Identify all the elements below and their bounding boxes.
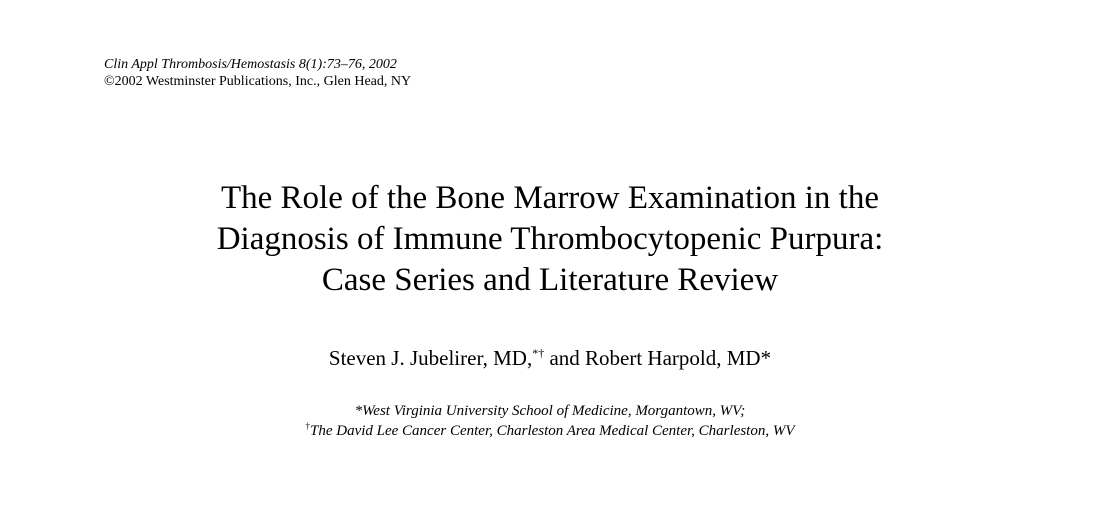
affiliation-text: The David Lee Cancer Center, Charleston Area Medical Center, Charleston, WV: [309, 423, 795, 439]
affiliation-text: *West Virginia University School of Medicine, Morgantown, WV;: [354, 403, 746, 419]
author-affiliation-marks: *: [760, 346, 772, 370]
author-connector: and: [544, 346, 586, 370]
author-affiliation-marks: *†: [532, 346, 545, 360]
title-line: Case Series and Literature Review: [321, 262, 779, 298]
author-name: Robert Harpold, MD: [585, 346, 761, 370]
title-line: The Role of the Bone Marrow Examination in the: [220, 180, 879, 216]
journal-citation: Clin Appl Thrombosis/Hemostasis 8(1):73–76, 2002: [104, 57, 397, 72]
affiliation-mark: †: [305, 421, 310, 431]
author-list: [0, 345, 1100, 371]
affiliation-line: [0, 401, 1100, 421]
journal-copyright: ©2002 Westminster Publications, Inc., Glen Head, NY: [104, 74, 412, 89]
affiliations: [0, 401, 1100, 441]
title-line: Diagnosis of Immune Thrombocytopenic Purpura:: [216, 221, 884, 257]
journal-header: [104, 56, 411, 90]
author-name: Steven J. Jubelirer, MD,: [328, 346, 533, 370]
affiliation-line: [0, 421, 1100, 441]
article-title: [0, 178, 1100, 301]
